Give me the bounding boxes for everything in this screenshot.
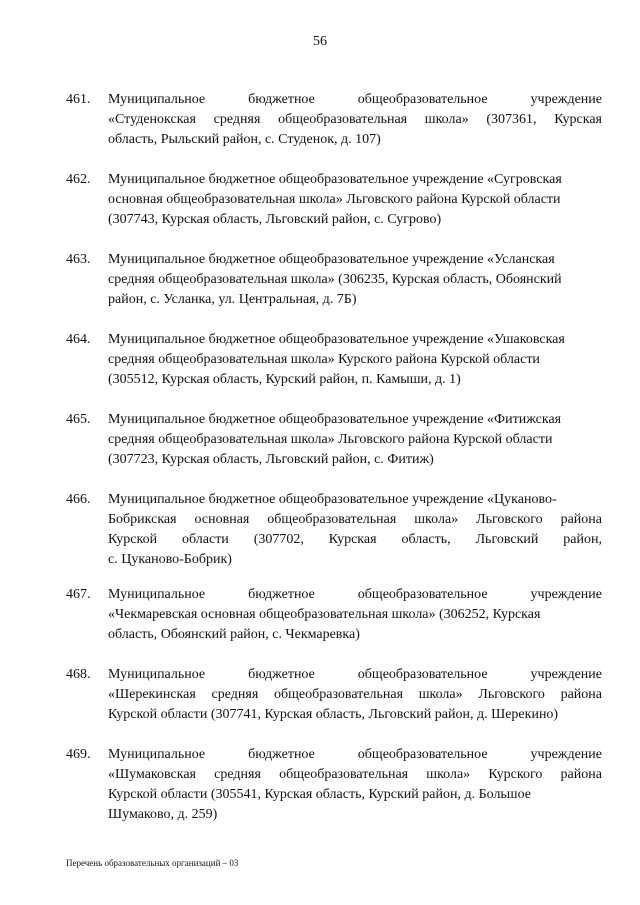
- entry-line: Муниципальное бюджетное общеобразовательное учреждение «Фитижская: [108, 412, 562, 427]
- entry-text: [108, 490, 602, 570]
- list-item: [66, 90, 602, 150]
- entry-line: Курской области (307741, Курская область, Льговский район, д. Шерекино): [108, 707, 559, 722]
- entry-line: [108, 110, 602, 130]
- entry-word: общеобразовательное: [357, 747, 488, 762]
- entry-word: района: [560, 767, 602, 782]
- entry-word: бюджетное: [248, 92, 315, 107]
- entry-number: 464.: [66, 332, 91, 347]
- entry-number: 467.: [66, 587, 91, 602]
- entry-line: (307723, Курская область, Льговский район, с. Фитиж): [108, 452, 434, 467]
- entry-line: Курской области (305541, Курская область, Курский район, д. Большое: [108, 787, 531, 802]
- entry-word: Муниципальное: [108, 667, 206, 682]
- entry-line: (305512, Курская область, Курский район, п. Камыши, д. 1): [108, 372, 461, 387]
- entry-word: основная: [194, 512, 250, 527]
- entry-word: общеобразовательная: [278, 112, 408, 127]
- entry-text: [108, 170, 602, 230]
- page-footer: Перечень образовательных организаций – 03: [66, 858, 239, 868]
- entry-word: бюджетное: [248, 747, 315, 762]
- entry-word: Муниципальное: [108, 92, 206, 107]
- entry-line: Муниципальное бюджетное общеобразовательное учреждение «Сугровская: [108, 172, 562, 187]
- entry-word: района: [560, 512, 602, 527]
- entry-word: бюджетное: [248, 667, 315, 682]
- entry-line: [108, 585, 602, 605]
- entry-line: [108, 530, 602, 550]
- entry-word: Курская: [554, 112, 602, 127]
- entry-line: Муниципальное бюджетное общеобразовательное учреждение «Цуканово-: [108, 492, 557, 507]
- entry-line: [108, 745, 602, 765]
- entry-line: область, Рыльский район, с. Студенок, д. 107): [108, 132, 381, 147]
- entry-line: [108, 685, 602, 705]
- entry-word: школа»: [426, 767, 471, 782]
- entry-word: общеобразовательная: [267, 512, 397, 527]
- entry-word: (307361,: [486, 112, 537, 127]
- entry-line: [108, 665, 602, 685]
- entry-line: «Чекмаревская основная общеобразовательная школа» (306252, Курская: [108, 607, 541, 622]
- entry-word: Курская: [328, 532, 377, 547]
- entry-word: школа»: [424, 112, 469, 127]
- entry-word: бюджетное: [248, 587, 315, 602]
- entry-word: общеобразовательная: [273, 687, 404, 702]
- entry-line: средняя общеобразовательная школа» (306235, Курская область, Обоянский: [108, 272, 562, 287]
- entry-line: Шумаково, д. 259): [108, 807, 218, 822]
- entry-word: общеобразовательное: [357, 587, 488, 602]
- entry-word: школа»: [418, 687, 463, 702]
- entry-word: средняя: [213, 112, 261, 127]
- entry-word: «Шерекинская: [108, 687, 196, 702]
- entry-word: области: [182, 532, 229, 547]
- entry-word: «Шумаковская: [108, 767, 196, 782]
- entry-word: Льговского: [478, 687, 545, 702]
- entry-text: [108, 410, 602, 470]
- entry-word: «Студенокская: [108, 112, 196, 127]
- entry-number: 465.: [66, 412, 91, 427]
- entry-number: 461.: [66, 92, 91, 107]
- entry-text: [108, 585, 602, 645]
- entry-word: учреждение: [530, 747, 602, 762]
- entry-word: Курской: [108, 532, 158, 547]
- entry-line: Муниципальное бюджетное общеобразовательное учреждение «Ушаковская: [108, 332, 565, 347]
- entry-line: [108, 765, 602, 785]
- page-number: 56: [313, 34, 327, 49]
- entry-word: Муниципальное: [108, 587, 206, 602]
- entry-word: учреждение: [530, 667, 602, 682]
- entry-line: [108, 90, 602, 110]
- entry-number: 469.: [66, 747, 91, 762]
- entry-word: Муниципальное: [108, 747, 206, 762]
- entry-word: область,: [401, 532, 451, 547]
- entry-line: (307743, Курская область, Льговский район, с. Сугрово): [108, 212, 442, 227]
- entry-text: [108, 665, 602, 725]
- list-item: [66, 330, 602, 390]
- entry-word: Бобрикская: [108, 512, 177, 527]
- entry-line: район, с. Усланка, ул. Центральная, д. 7Б): [108, 292, 357, 307]
- entry-word: (307702,: [253, 532, 304, 547]
- entry-word: Курского: [488, 767, 543, 782]
- entry-line: область, Обоянский район, с. Чекмаревка): [108, 627, 360, 642]
- entry-word: район,: [563, 532, 602, 547]
- entry-word: учреждение: [530, 92, 602, 107]
- entry-number: 462.: [66, 172, 91, 187]
- entry-number: 463.: [66, 252, 91, 267]
- entry-line: основная общеобразовательная школа» Льговского района Курской области: [108, 192, 561, 207]
- entry-word: общеобразовательное: [357, 667, 488, 682]
- entry-text: [108, 90, 602, 150]
- entry-text: [108, 745, 602, 825]
- entry-number: 468.: [66, 667, 91, 682]
- list-item: [66, 490, 602, 570]
- list-item: [66, 410, 602, 470]
- entry-word: Льговский: [475, 532, 539, 547]
- entry-line: [108, 510, 602, 530]
- entry-word: общеобразовательное: [357, 92, 488, 107]
- list-item: [66, 665, 602, 725]
- entry-word: школа»: [414, 512, 459, 527]
- entry-word: учреждение: [530, 587, 602, 602]
- entry-line: с. Цуканово-Бобрик): [108, 552, 232, 567]
- entry-text: [108, 330, 602, 390]
- list-item: [66, 585, 602, 645]
- entry-text: [108, 250, 602, 310]
- entry-word: Льговского: [476, 512, 543, 527]
- entry-word: средняя: [214, 767, 261, 782]
- entry-word: средняя: [211, 687, 259, 702]
- list-item: [66, 170, 602, 230]
- entry-word: района: [560, 687, 602, 702]
- list-item: [66, 250, 602, 310]
- entry-word: общеобразовательная: [279, 767, 409, 782]
- entry-line: средняя общеобразовательная школа» Льговского района Курской области: [108, 432, 553, 447]
- entry-line: Муниципальное бюджетное общеобразовательное учреждение «Усланская: [108, 252, 555, 267]
- entry-number: 466.: [66, 492, 91, 507]
- list-item: [66, 745, 602, 825]
- entry-line: средняя общеобразовательная школа» Курского района Курской области: [108, 352, 540, 367]
